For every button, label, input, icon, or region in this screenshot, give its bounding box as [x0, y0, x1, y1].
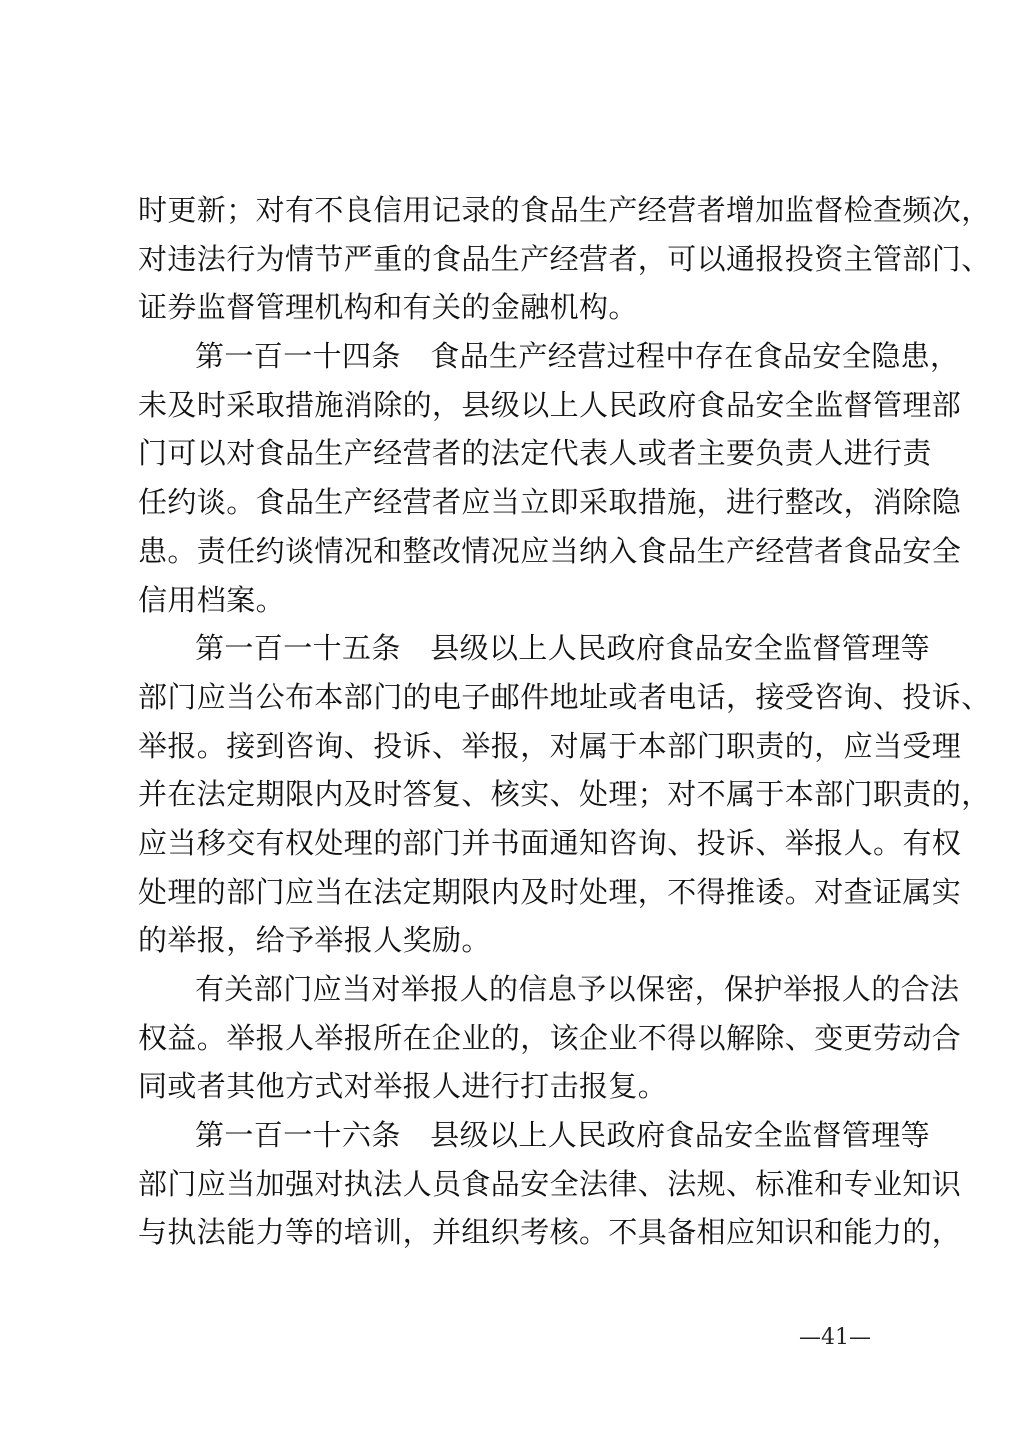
text-line: 权益。举报人举报所在企业的，该企业不得以解除、变更劳动合: [138, 1020, 962, 1055]
document-body: [138, 186, 991, 1257]
text-line: 证券监督管理机构和有关的金融机构。: [138, 290, 638, 325]
text-line: 部门应当加强对执法人员食品安全法律、法规、标准和专业知识: [138, 1166, 962, 1201]
text-line: 时更新；对有不良信用记录的食品生产经营者增加监督检查频次，: [138, 193, 991, 227]
text-line: 处理的部门应当在法定期限内及时处理，不得推诿。对查证属实: [138, 874, 962, 909]
text-line: 任约谈。食品生产经营者应当立即采取措施，进行整改，消除隐: [138, 485, 962, 520]
text-line: 第一百一十六条 县级以上人民政府食品安全监督管理等: [195, 1118, 931, 1153]
text-line: 与执法能力等的培训，并组织考核。不具备相应知识和能力的，: [138, 1215, 962, 1250]
text-line: 第一百一十四条 食品生产经营过程中存在食品安全隐患，: [195, 339, 960, 374]
text-line: 部门应当公布本部门的电子邮件地址或者电话，接受咨询、投诉、: [138, 679, 991, 714]
text-line: 举报。接到咨询、投诉、举报，对属于本部门职责的，应当受理: [138, 728, 962, 763]
text-line: 同或者其他方式对举报人进行打击报复。: [138, 1069, 668, 1104]
text-line: 患。责任约谈情况和整改情况应当纳入食品生产经营者食品安全: [138, 533, 962, 568]
text-line: 信用档案。: [138, 582, 286, 617]
text-line: 并在法定期限内及时答复、核实、处理；对不属于本部门职责的，: [138, 777, 991, 812]
text-line: 对违法行为情节严重的食品生产经营者，可以通报投资主管部门、: [138, 241, 991, 276]
text-line: 门可以对食品生产经营者的法定代表人或者主要负责人进行责: [138, 436, 932, 471]
text-line: 有关部门应当对举报人的信息予以保密，保护举报人的合法: [195, 972, 960, 1006]
text-line: 应当移交有权处理的部门并书面通知咨询、投诉、举报人。有权: [138, 825, 962, 860]
page-number: —41—: [799, 1325, 871, 1350]
text-line: 的举报，给予举报人奖励。: [138, 923, 491, 958]
text-line: 第一百一十五条 县级以上人民政府食品安全监督管理等: [195, 631, 931, 666]
text-line: 未及时采取措施消除的，县级以上人民政府食品安全监督管理部: [138, 387, 962, 422]
